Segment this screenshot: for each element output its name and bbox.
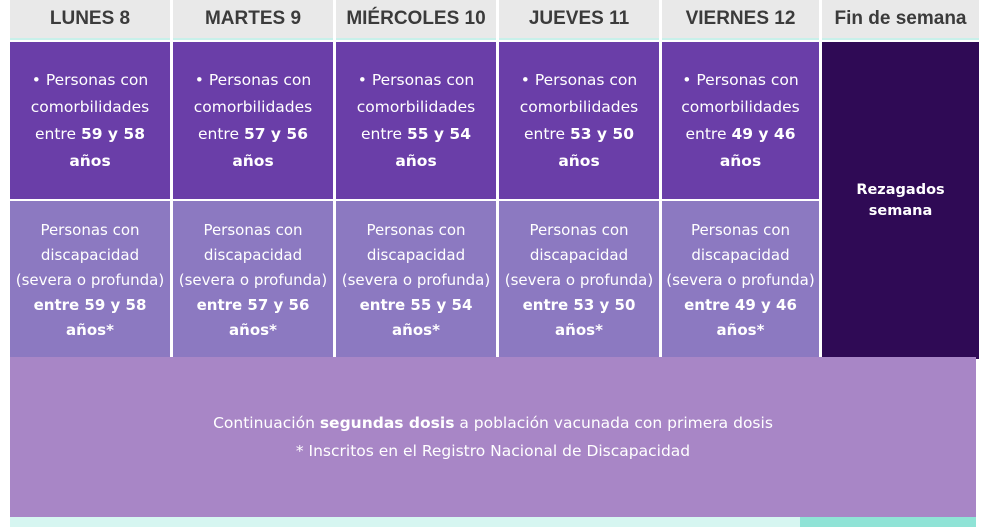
disability-cell-day-1 [10, 201, 170, 359]
header-day-4: JUEVES 11 [499, 0, 659, 40]
disability-cell-day-3 [336, 201, 496, 359]
disability-age-range: entre 57 y 56 años* [196, 295, 310, 339]
header-day-3: MIÉRCOLES 10 [336, 0, 496, 40]
comorbidity-text: • Personas con comorbilidades entre [193, 70, 313, 143]
second-dose-line [213, 409, 773, 437]
disability-cell-day-5 [662, 201, 819, 359]
disability-cell-day-2 [173, 201, 333, 359]
comorbidity-text: • Personas con comorbilidades entre [356, 70, 476, 143]
weekend-cell [822, 42, 979, 359]
disability-cell-day-4 [499, 201, 659, 359]
comorbidity-cell-day-5 [662, 42, 819, 199]
registry-footnote: * Inscritos en el Registro Nacional de Discapacidad [295, 442, 691, 460]
comorbidity-age-range: 55 y 54 años [395, 124, 471, 170]
disability-text: Personas con discapacidad (severa o profunda) [341, 220, 491, 289]
comorbidity-age-range: 49 y 46 años [719, 124, 796, 170]
disability-text: Personas con discapacidad (severa o profunda) [178, 220, 328, 289]
comorbidity-text: • Personas con comorbilidades entre [30, 70, 150, 143]
disability-text: Personas con discapacidad (severa o profunda) [15, 220, 165, 289]
comorbidity-text: • Personas con comorbilidades entre [519, 70, 639, 143]
header-weekend: Fin de semana [822, 0, 979, 40]
comorbidity-text: • Personas con comorbilidades entre [681, 70, 800, 143]
header-day-5: VIERNES 12 [662, 0, 819, 40]
header-day-2: MARTES 9 [173, 0, 333, 40]
comorbidity-age-range: 57 y 56 años [232, 124, 308, 170]
disability-text: Personas con discapacidad (severa o profunda) [666, 220, 815, 289]
disability-age-range: entre 59 y 58 años* [33, 295, 147, 339]
second-dose-banner [10, 357, 976, 517]
second-dose-post: a población vacunada con primera dosis [454, 414, 773, 432]
comorbidity-cell-day-1 [10, 42, 170, 199]
bottom-strip-accent [800, 517, 976, 527]
schedule-grid [10, 0, 976, 357]
comorbidity-cell-day-4 [499, 42, 659, 199]
comorbidity-age-range: 59 y 58 años [69, 124, 145, 170]
weekend-text: Rezagados semana [856, 181, 945, 219]
comorbidity-cell-day-3 [336, 42, 496, 199]
disability-age-range: entre 53 y 50 años* [522, 295, 636, 339]
disability-text: Personas con discapacidad (severa o profunda) [504, 220, 654, 289]
second-dose-bold: segundas dosis [319, 414, 455, 432]
disability-age-range: entre 55 y 54 años* [359, 295, 473, 339]
header-day-1: LUNES 8 [10, 0, 170, 40]
disability-age-range: entre 49 y 46 años* [684, 295, 797, 339]
comorbidity-age-range: 53 y 50 años [558, 124, 634, 170]
comorbidity-cell-day-2 [173, 42, 333, 199]
second-dose-pre: Continuación [213, 414, 320, 432]
